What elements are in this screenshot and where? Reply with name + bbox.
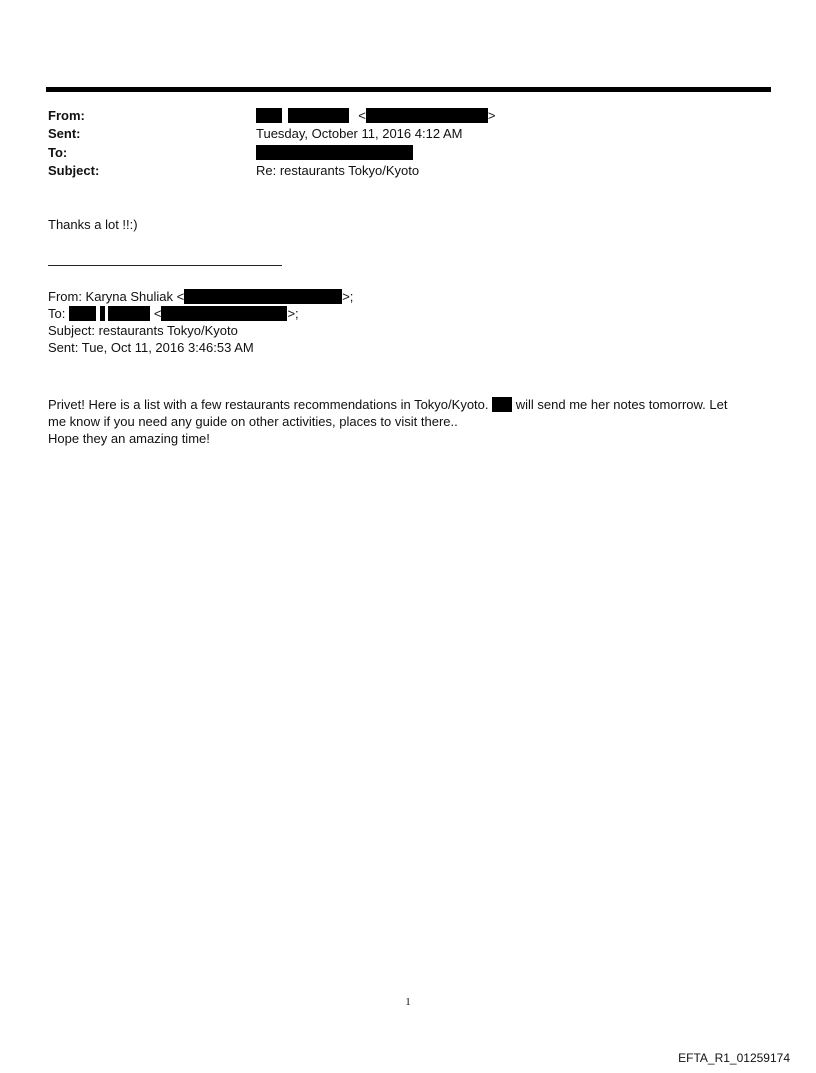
quoted-to-line bbox=[48, 305, 299, 322]
redaction-block bbox=[108, 306, 150, 321]
redaction-block bbox=[492, 397, 512, 412]
quote-separator bbox=[48, 265, 282, 266]
quoted-to-prefix: To: bbox=[48, 306, 66, 321]
redaction-block bbox=[184, 289, 342, 304]
quoted-to-lt: < bbox=[153, 306, 162, 321]
from-lt: < bbox=[358, 108, 366, 123]
subject-label: Subject: bbox=[48, 163, 100, 178]
document-id: EFTA_R1_01259174 bbox=[678, 1051, 790, 1065]
redaction-block bbox=[256, 145, 413, 160]
sent-value: Tuesday, October 11, 2016 4:12 AM bbox=[256, 126, 463, 141]
message-line-1a: Privet! Here is a list with a few restaurants recommendations in Tokyo/Kyoto. bbox=[48, 397, 489, 412]
from-gt: > bbox=[487, 108, 496, 123]
quoted-from-suffix: >; bbox=[342, 289, 354, 304]
message-line-1 bbox=[48, 396, 727, 413]
message-line-1b: will send me her notes tomorrow. Let bbox=[515, 397, 728, 412]
reply-text: Thanks a lot !!:) bbox=[48, 217, 138, 232]
redaction-block bbox=[288, 108, 349, 123]
quoted-from-line bbox=[48, 288, 353, 305]
quoted-sent-line: Sent: Tue, Oct 11, 2016 3:46:53 AM bbox=[48, 340, 254, 355]
quoted-from-prefix: From: Karyna Shuliak < bbox=[48, 289, 185, 304]
message-line-3: Hope they an amazing time! bbox=[48, 431, 210, 446]
redaction-block bbox=[161, 306, 287, 321]
redaction-block bbox=[100, 306, 105, 321]
redaction-block bbox=[256, 108, 282, 123]
message-line-2: me know if you need any guide on other activities, places to visit there.. bbox=[48, 414, 458, 429]
quoted-subject-line: Subject: restaurants Tokyo/Kyoto bbox=[48, 323, 238, 338]
redaction-block bbox=[366, 108, 488, 123]
redaction-block bbox=[69, 306, 96, 321]
sent-label: Sent: bbox=[48, 126, 81, 141]
to-value bbox=[256, 145, 413, 160]
page-number: 1 bbox=[405, 996, 411, 1008]
from-value bbox=[256, 108, 495, 123]
to-label: To: bbox=[48, 145, 68, 160]
subject-value: Re: restaurants Tokyo/Kyoto bbox=[256, 163, 420, 178]
quoted-to-suffix: >; bbox=[287, 306, 299, 321]
header-top-rule bbox=[46, 87, 771, 92]
from-label: From: bbox=[48, 108, 85, 123]
